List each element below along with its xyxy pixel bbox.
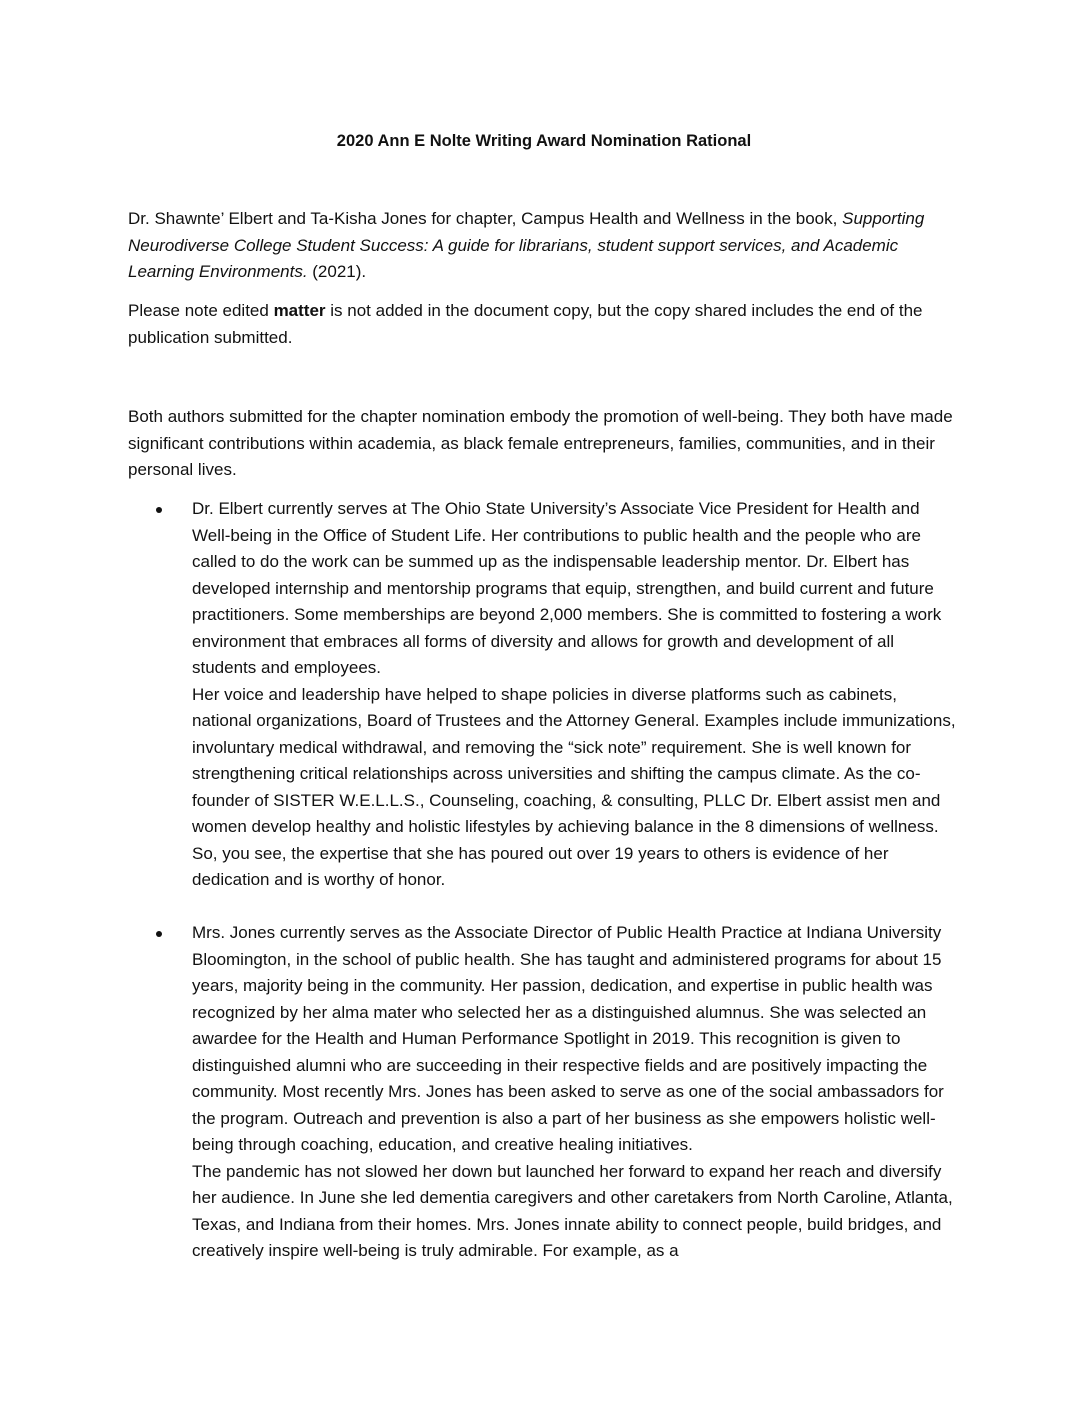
- bullet-paragraph: Mrs. Jones currently serves as the Associate Director of Public Health Practice at Indiana University Bloomington, in the school of public health. She has taught and administered programs for about 15 years, majority being in the community. Her passion, dedication, and expertise in public health was recognized by her alma mater who selected her as a distinguished alumnus. She was selected an awardee for the Health and Human Performance Spotlight in 2019. This recognition is given to distinguished alumni who are succeeding in their respective fields and are positively impacting the community. Most recently Mrs. Jones has been asked to serve as one of the social ambassadors for the program. Outreach and prevention is also a part of her business as she empowers holistic well-being through coaching, education, and creative healing initiatives.: [192, 923, 944, 1154]
- bullet-paragraph: Her voice and leadership have helped to shape policies in diverse platforms such as cabinets, national organizations, Board of Trustees and the Attorney General. Examples include immunizations, involuntary medical withdrawal, and removing the “sick note” requirement. She is well known for strengthening critical relationships across universities and shifting the campus climate. As the co-founder of SISTER W.E.L.L.S., Counseling, coaching, & consulting, PLLC Dr. Elbert assist men and women develop healthy and holistic lifestyles by achieving balance in the 8 dimensions of wellness. So, you see, the expertise that she has poured out over 19 years to others is evidence of her dedication and is worthy of honor.: [192, 684, 956, 889]
- bullet-icon: [156, 507, 162, 513]
- note-text-before: Please note edited: [128, 301, 274, 320]
- intro-line: Dr. Shawnte’ Elbert and Ta-Kisha Jones for chapter, Campus Health and Wellness in the book,: [128, 209, 838, 228]
- bullet-paragraph: Dr. Elbert currently serves at The Ohio State University’s Associate Vice President for Health and Well-being in the Office of Student Life. Her contributions to public health and the people who are called to do the work can be summed up as the indispensable leadership mentor. Dr. Elbert has developed internship and mentorship programs that equip, strengthen, and build current and future practitioners. Some memberships are beyond 2,000 members. She is committed to fostering a work environment that embraces all forms of diversity and allows for growth and development of all students and employees.: [192, 499, 942, 677]
- document-title: 2020 Ann E Nolte Writing Award Nomination Rational: [336, 132, 752, 150]
- summary-text: Both authors submitted for the chapter nomination embody the promotion of well-being. They both have made significant contributions within academia, as black female entrepreneurs, families, communities, and in their personal lives.: [128, 407, 953, 479]
- bullet-list-elbert: [128, 496, 960, 894]
- note-text-after: is not added in the document copy, but the copy shared includes the end of the publication submitted.: [128, 301, 923, 347]
- summary-paragraph: [128, 404, 960, 484]
- list-item: [128, 496, 960, 894]
- book-title: Supporting Neurodiverse College Student Success: A guide for librarians, student support services, and Academic Learning Environments.: [128, 209, 925, 281]
- bullet-icon: [156, 931, 162, 937]
- bullet-list-jones: [128, 920, 960, 1265]
- bullet-paragraph: The pandemic has not slowed her down but launched her forward to expand her reach and diversify her audience. In June she led dementia caregivers and other caretakers from North Caroline, Atlanta, Texas, and Indiana from their homes. Mrs. Jones innate ability to connect people, build bridges, and creatively inspire well-being is truly admirable. For example, as a: [192, 1161, 953, 1260]
- note-paragraph: [128, 298, 960, 351]
- note-bold-word: matter: [273, 301, 326, 320]
- publication-year: (2021).: [307, 262, 367, 281]
- list-item: [128, 920, 960, 1265]
- intro-paragraph: [128, 206, 960, 286]
